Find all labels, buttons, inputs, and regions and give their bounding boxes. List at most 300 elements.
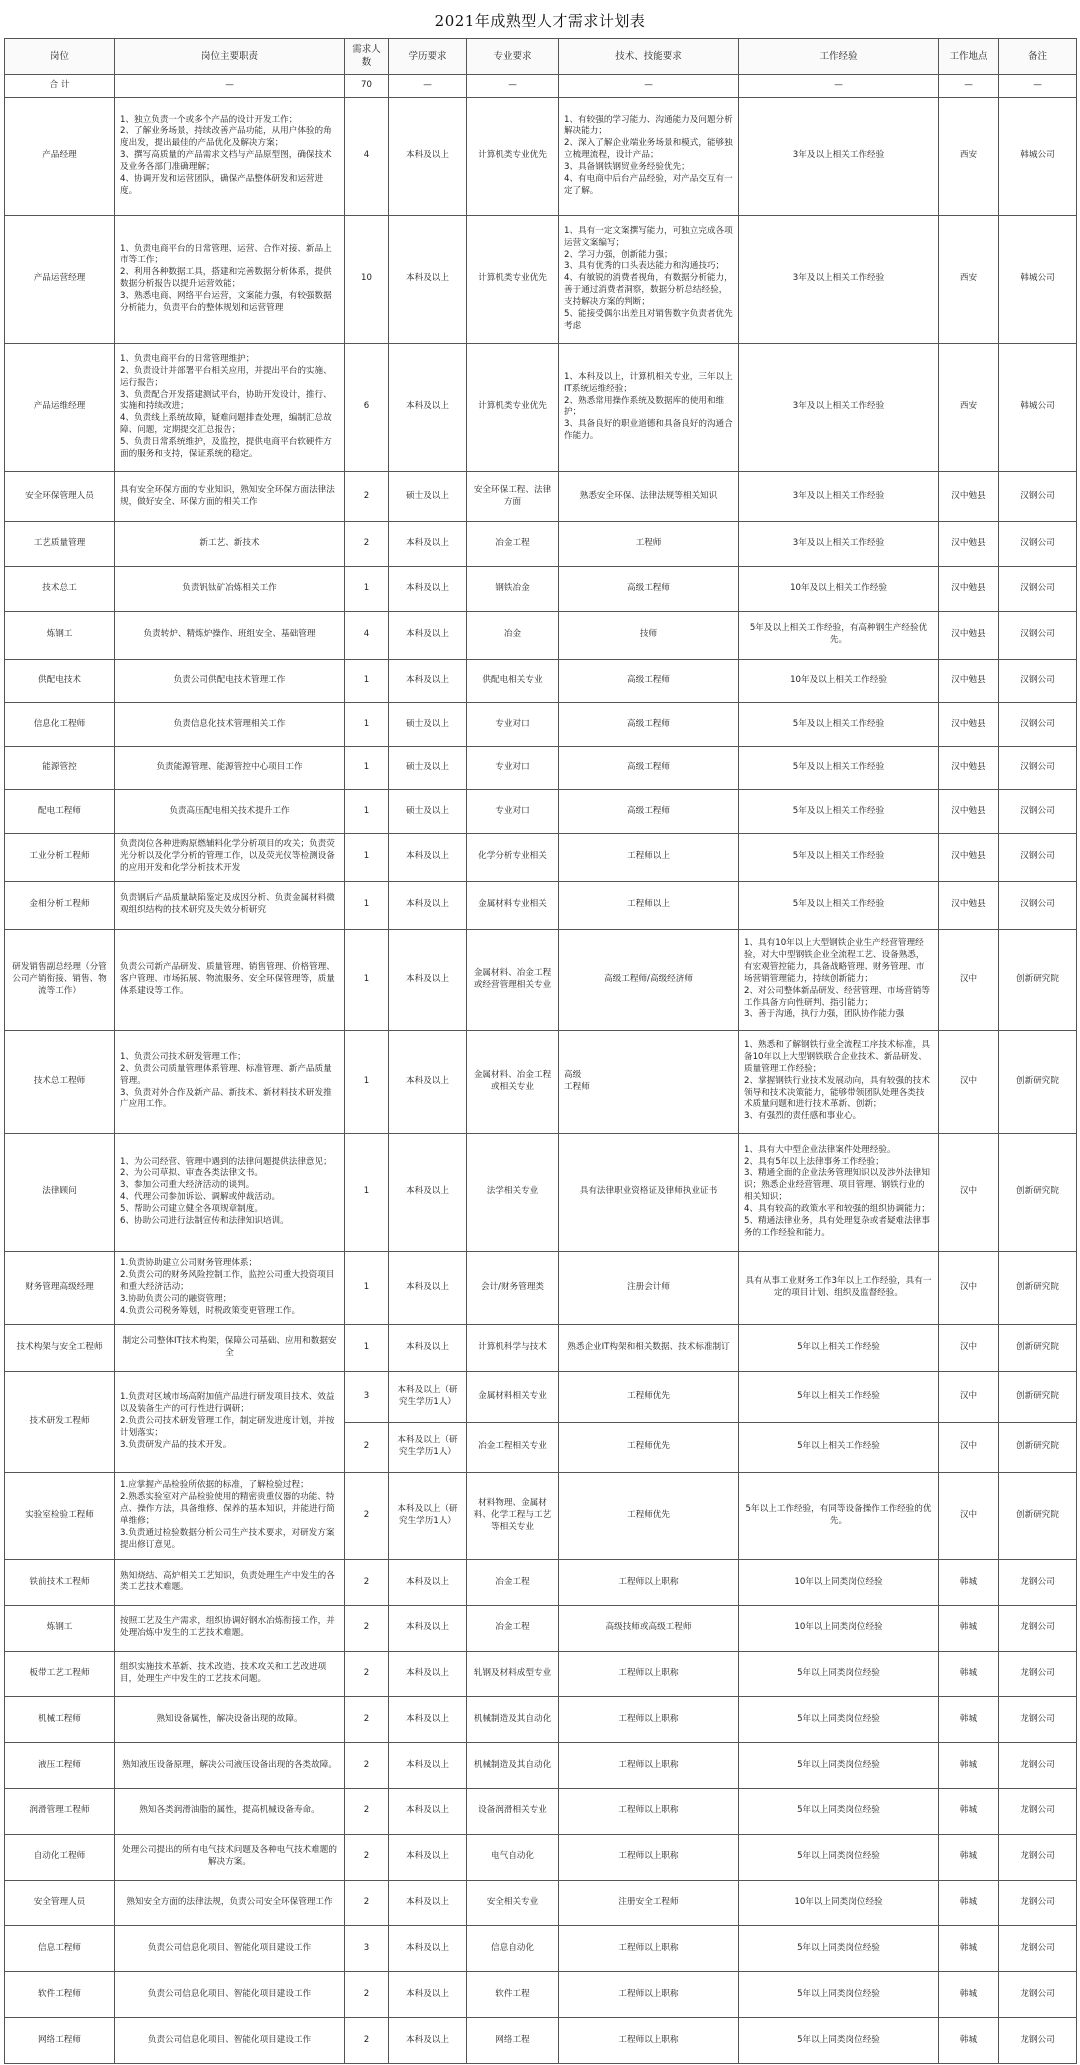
- cell-loc: 汉中勉县: [939, 567, 999, 612]
- cell-exp: 5年及以上相关工作经验，有高种钢生产经验优先。: [739, 611, 939, 659]
- table-row: [5, 1651, 1077, 1697]
- cell-skill: 高级工程师/高级经济师: [559, 929, 739, 1030]
- cell-major: 计算机类专业优先: [467, 97, 559, 215]
- cell-major: 化学分析专业相关: [467, 833, 559, 881]
- cell-exp: 10年及以上相关工作经验: [739, 659, 939, 703]
- cell-edu: 本科及以上: [389, 1743, 467, 1789]
- cell-note: 汉钢公司: [999, 471, 1077, 521]
- cell-loc: 汉中勉县: [939, 746, 999, 790]
- cell-count: 2: [345, 1605, 389, 1651]
- cell-exp: 5年及以上相关工作经验: [739, 790, 939, 834]
- table-row: [5, 833, 1077, 881]
- table-row: [5, 1880, 1077, 1926]
- cell-exp: 1、具有10年以上大型钢铁企业生产经营管理经验，对大中型钢铁企业全流程工艺、设备熟悉，有宏观管控能力，具备战略管理、财务管理、市场营销管理能力，持续创新能力； 2、对公司整体新品研发、经营管理、市场营销等工作具备方向性研判、指引能力； 3、善于沟通，执行力强，团队协作能力强: [739, 929, 939, 1030]
- cell-edu: 本科及以上: [389, 1325, 467, 1372]
- cell-loc: 西安: [939, 343, 999, 471]
- cell-edu: 本科及以上: [389, 1834, 467, 1880]
- cell-count: 2: [345, 522, 389, 567]
- cell-position: 板带工艺工程师: [5, 1651, 115, 1697]
- cell-major: 专业对口: [467, 790, 559, 834]
- cell-loc: 汉中: [939, 1472, 999, 1559]
- table-row: [5, 1251, 1077, 1325]
- table-row: [5, 1697, 1077, 1743]
- table-row: [5, 1472, 1077, 1559]
- column-header: 学历要求: [389, 39, 467, 75]
- cell-exp: 3年及以上相关工作经验: [739, 522, 939, 567]
- cell-count: 1: [345, 833, 389, 881]
- cell-position: 技术总工程师: [5, 1030, 115, 1133]
- table-row: [5, 1972, 1077, 2018]
- cell-note: 龙钢公司: [999, 1788, 1077, 1834]
- table-row: [5, 703, 1077, 747]
- cell-position: 安全管理人员: [5, 1880, 115, 1926]
- cell-count: 1: [345, 1325, 389, 1372]
- cell-major: 设备润滑相关专业: [467, 1788, 559, 1834]
- cell-duty: 1、负责公司技术研发管理工作； 2、负责公司质量管理体系管理、标准管理、新产品质量管理。 3、负责对外合作及新产品、新技术、新材料技术研发推广应用工作。: [115, 1030, 345, 1133]
- cell-duty: 制定公司整体IT技术构架，保障公司基础、应用和数据安全: [115, 1325, 345, 1372]
- cell-position: 液压工程师: [5, 1743, 115, 1789]
- cell-position: 金相分析工程师: [5, 881, 115, 929]
- cell-count: 3: [345, 1926, 389, 1972]
- page-title: 2021年成熟型人才需求计划表: [434, 12, 646, 30]
- cell-position: 网络工程师: [5, 2017, 115, 2063]
- cell-duty: 处理公司提出的所有电气技术问题及各种电气技术难题的解决方案。: [115, 1834, 345, 1880]
- total-dash: —: [999, 74, 1077, 97]
- cell-skill: 1、本科及以上，计算机相关专业，三年以上IT系统运维经验； 2、熟悉常用操作系统及数据库的使用和维护； 3、具备良好的职业道德和具备良好的沟通合作能力。: [559, 343, 739, 471]
- cell-edu: 本科及以上: [389, 1880, 467, 1926]
- cell-position: 信息工程师: [5, 1926, 115, 1972]
- total-row: [5, 74, 1077, 97]
- cell-duty: 新工艺、新技术: [115, 522, 345, 567]
- cell-count: 2: [345, 1743, 389, 1789]
- cell-position: 机械工程师: [5, 1697, 115, 1743]
- cell-note: 汉钢公司: [999, 611, 1077, 659]
- cell-count: 1: [345, 881, 389, 929]
- cell-note: 汉钢公司: [999, 790, 1077, 834]
- cell-exp: 5年以上相关工作经验: [739, 1372, 939, 1422]
- cell-edu: 本科及以上: [389, 2017, 467, 2063]
- cell-position: 工艺质量管理: [5, 522, 115, 567]
- cell-count: 1: [345, 659, 389, 703]
- cell-duty: 组织实施技术革新、技术改造、技术攻关和工艺改进项目，处理生产中发生的工艺技术问题。: [115, 1651, 345, 1697]
- cell-count: 10: [345, 215, 389, 343]
- cell-exp: 10年以上同类岗位经验: [739, 1560, 939, 1606]
- cell-skill: 熟悉企业IT构架和相关数据、技术标准制订: [559, 1325, 739, 1372]
- cell-major: 金属材料专业相关: [467, 881, 559, 929]
- cell-note: 汉钢公司: [999, 833, 1077, 881]
- cell-exp: 5年以上相关工作经验: [739, 1422, 939, 1472]
- column-header: 需求人数: [345, 39, 389, 75]
- cell-skill: 1、有较强的学习能力、沟通能力及问题分析解决能力； 2、深入了解企业端业务场景和模式，能够独立梳理流程，设计产品； 3、具备钢铁钢贸业务经验优先； 4、有电商中后台产品经验，对产品交互有一定了解。: [559, 97, 739, 215]
- cell-edu: 本科及以上: [389, 611, 467, 659]
- total-dash: —: [939, 74, 999, 97]
- cell-note: 韩城公司: [999, 97, 1077, 215]
- cell-note: 龙钢公司: [999, 1743, 1077, 1789]
- cell-position: 财务管理高级经理: [5, 1251, 115, 1325]
- cell-count: 2: [345, 1834, 389, 1880]
- table-row: [5, 1325, 1077, 1372]
- cell-skill: 工程师以上职称: [559, 1972, 739, 2018]
- table-row: [5, 1560, 1077, 1606]
- cell-loc: 汉中: [939, 1251, 999, 1325]
- cell-loc: 韩城: [939, 1972, 999, 2018]
- cell-loc: 韩城: [939, 1788, 999, 1834]
- cell-count: 2: [345, 471, 389, 521]
- cell-major: 机械制造及其自动化: [467, 1743, 559, 1789]
- cell-major: 电气自动化: [467, 1834, 559, 1880]
- cell-exp: 5年及以上相关工作经验: [739, 833, 939, 881]
- cell-note: 韩城公司: [999, 215, 1077, 343]
- cell-duty: 1、独立负责一个或多个产品的设计开发工作； 2、了解业务场景，持续改善产品功能，从用户体验的角度出发，提出最佳的产品优化及解决方案； 3、撰写高质量的产品需求文档与产品原型图，确保技术及业务各部门准确理解； 4、协调开发和运营团队，确保产品整体研发和运营进度。: [115, 97, 345, 215]
- header-row: [5, 39, 1077, 75]
- cell-position: 技术总工: [5, 567, 115, 612]
- cell-note: 创新研究院: [999, 1422, 1077, 1472]
- cell-edu: 本科及以上: [389, 522, 467, 567]
- cell-edu: 硕士及以上: [389, 790, 467, 834]
- table-row: [5, 2017, 1077, 2063]
- cell-skill: 工程师以上职称: [559, 1788, 739, 1834]
- cell-major: 供配电相关专业: [467, 659, 559, 703]
- cell-exp: 3年及以上相关工作经验: [739, 343, 939, 471]
- cell-major: 金属材料相关专业: [467, 1372, 559, 1422]
- cell-duty: 负责钒钛矿冶炼相关工作: [115, 567, 345, 612]
- cell-major: 软件工程: [467, 1972, 559, 2018]
- cell-skill: 注册安全工程师: [559, 1880, 739, 1926]
- cell-loc: 韩城: [939, 1926, 999, 1972]
- cell-major: 专业对口: [467, 746, 559, 790]
- table-row: [5, 1030, 1077, 1133]
- cell-skill: 具有法律职业资格证及律师执业证书: [559, 1133, 739, 1251]
- cell-edu: 本科及以上: [389, 833, 467, 881]
- cell-edu: 本科及以上: [389, 659, 467, 703]
- cell-duty: 负责岗位各种进购原燃辅料化学分析项目的攻关；负责荧光分析以及化学分析的管理工作，以及荧光仪等检测设备的应用开发和化学分析技术开发: [115, 833, 345, 881]
- cell-loc: 韩城: [939, 1697, 999, 1743]
- cell-skill: 高级技师或高级工程师: [559, 1605, 739, 1651]
- total-dash: —: [115, 74, 345, 97]
- cell-major: 机械制造及其自动化: [467, 1697, 559, 1743]
- table-row: [5, 659, 1077, 703]
- table-row: [5, 1133, 1077, 1251]
- table-row: [5, 97, 1077, 215]
- cell-duty: 具有安全环保方面的专业知识，熟知安全环保方面法律法规，做好安全、环保方面的相关工作: [115, 471, 345, 521]
- cell-edu: 本科及以上: [389, 1651, 467, 1697]
- cell-count: 2: [345, 1788, 389, 1834]
- cell-loc: 韩城: [939, 1880, 999, 1926]
- cell-edu: 硕士及以上: [389, 471, 467, 521]
- cell-major: 钢铁冶金: [467, 567, 559, 612]
- cell-note: 汉钢公司: [999, 881, 1077, 929]
- cell-count: 1: [345, 1030, 389, 1133]
- cell-skill: 工程师以上职称: [559, 1743, 739, 1789]
- cell-note: 创新研究院: [999, 1133, 1077, 1251]
- cell-duty: 1、为公司经营、管理中遇到的法律问题提供法律意见； 2、为公司草拟、审查各类法律文书。 3、参加公司重大经济活动的谈判。 4、代理公司参加诉讼、调解或仲裁活动。 5、帮助公司建立健全各项规章制度。 6、协助公司进行法制宣传和法律知识培训。: [115, 1133, 345, 1251]
- cell-note: 汉钢公司: [999, 659, 1077, 703]
- total-dash: —: [389, 74, 467, 97]
- cell-major: 信息自动化: [467, 1926, 559, 1972]
- cell-count: 2: [345, 1472, 389, 1559]
- table-row: [5, 881, 1077, 929]
- cell-exp: 5年以上工作经验，有同等设备操作工作经验的优先。: [739, 1472, 939, 1559]
- cell-loc: 汉中: [939, 1325, 999, 1372]
- cell-major: 冶金工程: [467, 522, 559, 567]
- cell-exp: 5年以上同类岗位经验: [739, 1926, 939, 1972]
- cell-count: 2: [345, 1422, 389, 1472]
- cell-position: 安全环保管理人员: [5, 471, 115, 521]
- cell-loc: 汉中: [939, 1422, 999, 1472]
- cell-major: 安全环保工程、法律方面: [467, 471, 559, 521]
- cell-note: 汉钢公司: [999, 746, 1077, 790]
- cell-position: 配电工程师: [5, 790, 115, 834]
- cell-count: 1: [345, 567, 389, 612]
- cell-position: 炼钢工: [5, 1605, 115, 1651]
- cell-duty: 负责能源管理、能源管控中心项目工作: [115, 746, 345, 790]
- cell-count: 1: [345, 1251, 389, 1325]
- cell-duty: 负责公司信息化项目、智能化项目建设工作: [115, 1926, 345, 1972]
- cell-skill: 熟悉安全环保、法律法规等相关知识: [559, 471, 739, 521]
- cell-major: 安全相关专业: [467, 1880, 559, 1926]
- cell-position: 产品运营经理: [5, 215, 115, 343]
- cell-duty: 1.应掌握产品检验所依据的标准，了解检验过程； 2.熟悉实验室对产品检验使用的精密贵重仪器的功能、特点、操作方法，具备维修、保养的基本知识，并能进行简单维修； 3.负责通过检验数据分析公司生产技术要求，对研发方案提出修订意见。: [115, 1472, 345, 1559]
- cell-edu: 本科及以上（研究生学历1人）: [389, 1422, 467, 1472]
- cell-edu: 本科及以上: [389, 97, 467, 215]
- cell-skill: 工程师以上职称: [559, 1560, 739, 1606]
- table-row: [5, 929, 1077, 1030]
- cell-position: 研发销售副总经理（分管公司产销衔接、销售、物流等工作）: [5, 929, 115, 1030]
- cell-note: 韩城公司: [999, 343, 1077, 471]
- cell-note: 汉钢公司: [999, 567, 1077, 612]
- cell-count: 2: [345, 1880, 389, 1926]
- cell-skill: 工程师以上职称: [559, 1834, 739, 1880]
- cell-note: 龙钢公司: [999, 1834, 1077, 1880]
- cell-loc: 汉中勉县: [939, 790, 999, 834]
- cell-major: 冶金工程相关专业: [467, 1422, 559, 1472]
- cell-skill: 工程师优先: [559, 1422, 739, 1472]
- cell-note: 汉钢公司: [999, 522, 1077, 567]
- cell-edu: 本科及以上: [389, 1133, 467, 1251]
- cell-edu: 本科及以上: [389, 1605, 467, 1651]
- cell-position: 法律顾问: [5, 1133, 115, 1251]
- cell-loc: 汉中: [939, 929, 999, 1030]
- cell-note: 创新研究院: [999, 929, 1077, 1030]
- cell-edu: 本科及以上: [389, 1560, 467, 1606]
- cell-count: 1: [345, 1133, 389, 1251]
- cell-count: 4: [345, 611, 389, 659]
- cell-position: 技术研发工程师: [5, 1372, 115, 1473]
- cell-exp: 5年以上同类岗位经验: [739, 1834, 939, 1880]
- cell-exp: 10年及以上相关工作经验: [739, 567, 939, 612]
- cell-skill: 工程师以上职称: [559, 1651, 739, 1697]
- cell-exp: 5年以上同类岗位经验: [739, 1788, 939, 1834]
- cell-exp: 3年及以上相关工作经验: [739, 97, 939, 215]
- cell-loc: 汉中: [939, 1372, 999, 1422]
- cell-major: 计算机科学与技术: [467, 1325, 559, 1372]
- cell-exp: 3年及以上相关工作经验: [739, 471, 939, 521]
- cell-duty: 1.负责协助建立公司财务管理体系； 2.负责公司的财务风险控制工作，监控公司重大投资项目和重大经济活动； 3.协助负责公司的融资管理； 4.负责公司税务筹划，时税政策变更管理工作。: [115, 1251, 345, 1325]
- column-header: 技术、技能要求: [559, 39, 739, 75]
- cell-edu: 本科及以上: [389, 1788, 467, 1834]
- cell-note: 龙钢公司: [999, 1972, 1077, 2018]
- cell-major: 网络工程: [467, 2017, 559, 2063]
- table-row: [5, 1834, 1077, 1880]
- cell-major: 专业对口: [467, 703, 559, 747]
- cell-exp: 5年以上同类岗位经验: [739, 1743, 939, 1789]
- talent-demand-table: [4, 38, 1077, 2064]
- cell-major: 计算机类专业优先: [467, 343, 559, 471]
- table-row: [5, 343, 1077, 471]
- cell-exp: 10年以上同类岗位经验: [739, 1880, 939, 1926]
- cell-edu: 本科及以上: [389, 1697, 467, 1743]
- cell-skill: 1、具有一定文案撰写能力，可独立完成各项运营文案编写； 2、学习力强，创新能力强； 3、具有优秀的口头表达能力和沟通技巧； 4、有敏锐的消费者视角，有数据分析能力，善于通过消费者洞察，数据分析总结经验，支持解决方案的判断； 5、能接受偶尔出差且对销售数字负责者优先考虑: [559, 215, 739, 343]
- cell-loc: 汉中: [939, 1030, 999, 1133]
- cell-edu: 本科及以上: [389, 1030, 467, 1133]
- cell-skill: 高级工程师: [559, 659, 739, 703]
- cell-duty: 负责转炉、精炼炉操作、班组安全、基础管理: [115, 611, 345, 659]
- cell-duty: 负责钢后产品质量缺陷鉴定及成因分析、负责金属材料微观组织结构的技术研究及失效分析研究: [115, 881, 345, 929]
- cell-duty: 负责公司供配电技术管理工作: [115, 659, 345, 703]
- column-header: 岗位主要职责: [115, 39, 345, 75]
- cell-skill: 高级工程师: [559, 790, 739, 834]
- cell-skill: 高级工程师: [559, 703, 739, 747]
- cell-edu: 本科及以上: [389, 215, 467, 343]
- cell-position: 产品运维经理: [5, 343, 115, 471]
- cell-skill: 工程师以上: [559, 833, 739, 881]
- cell-major: 会计/财务管理类: [467, 1251, 559, 1325]
- cell-duty: 熟知烧结、高炉相关工艺知识，负责处理生产中发生的各类工艺技术难题。: [115, 1560, 345, 1606]
- table-row: [5, 611, 1077, 659]
- cell-exp: 5年以上同类岗位经验: [739, 1972, 939, 2018]
- cell-major: 材料物理、金属材料、化学工程与工艺等相关专业: [467, 1472, 559, 1559]
- cell-exp: 1、熟悉和了解钢铁行业全流程工序技术标准，具备10年以上大型钢铁联合企业技术、新品研发、质量管理工作经验； 2、掌握钢铁行业技术发展动向，具有较强的技术领导和技术决策能力，能够带领团队处理各类技术质量问题和进行技术革新、创新； 3、有强烈的责任感和事业心。: [739, 1030, 939, 1133]
- cell-major: 计算机类专业优先: [467, 215, 559, 343]
- cell-note: 创新研究院: [999, 1325, 1077, 1372]
- cell-edu: 本科及以上: [389, 881, 467, 929]
- cell-loc: 汉中勉县: [939, 833, 999, 881]
- cell-position: 铁前技术工程师: [5, 1560, 115, 1606]
- cell-exp: 5年及以上相关工作经验: [739, 746, 939, 790]
- total-dash: —: [739, 74, 939, 97]
- table-row: [5, 522, 1077, 567]
- cell-loc: 汉中勉县: [939, 522, 999, 567]
- cell-loc: 汉中勉县: [939, 659, 999, 703]
- cell-major: 冶金工程: [467, 1605, 559, 1651]
- column-header: 工作经验: [739, 39, 939, 75]
- column-header: 备注: [999, 39, 1077, 75]
- cell-edu: 本科及以上（研究生学历1人）: [389, 1372, 467, 1422]
- cell-skill: 工程师优先: [559, 1372, 739, 1422]
- cell-edu: 本科及以上: [389, 929, 467, 1030]
- cell-count: 3: [345, 1372, 389, 1422]
- cell-duty: 1.负责对区域市场高附加值产品进行研发项目技术、效益以及装备生产的可行性进行调研； 2.负责公司技术研发管理工作，制定研发进度计划，并按计划落实； 3.负责研发产品的技术开发。: [115, 1372, 345, 1473]
- cell-duty: 负责信息化技术管理相关工作: [115, 703, 345, 747]
- cell-position: 工业分析工程师: [5, 833, 115, 881]
- cell-exp: 具有从事工业财务工作3年以上工作经验，具有一定的项目计划、组织及监督经验。: [739, 1251, 939, 1325]
- cell-position: 信息化工程师: [5, 703, 115, 747]
- cell-loc: 韩城: [939, 2017, 999, 2063]
- column-header: 岗位: [5, 39, 115, 75]
- cell-note: 龙钢公司: [999, 1880, 1077, 1926]
- table-row: [5, 1372, 1077, 1422]
- cell-position: 能源管控: [5, 746, 115, 790]
- cell-note: 汉钢公司: [999, 703, 1077, 747]
- total-dash: —: [467, 74, 559, 97]
- cell-major: 冶金工程: [467, 1560, 559, 1606]
- cell-count: 1: [345, 790, 389, 834]
- cell-count: 2: [345, 1972, 389, 2018]
- cell-major: 轧钢及材料成型专业: [467, 1651, 559, 1697]
- column-header: 专业要求: [467, 39, 559, 75]
- cell-loc: 韩城: [939, 1605, 999, 1651]
- cell-major: 金属材料、冶金工程或经营管理相关专业: [467, 929, 559, 1030]
- cell-note: 龙钢公司: [999, 1605, 1077, 1651]
- cell-note: 创新研究院: [999, 1251, 1077, 1325]
- table-row: [5, 215, 1077, 343]
- cell-duty: 负责公司新产品研发、质量管理、销售管理、价格管理、客户管理、市场拓展、物流服务、安全环保管理等，质量体系建设等工作。: [115, 929, 345, 1030]
- cell-count: 4: [345, 97, 389, 215]
- cell-duty: 负责公司信息化项目、智能化项目建设工作: [115, 1972, 345, 2018]
- cell-note: 龙钢公司: [999, 1926, 1077, 1972]
- table-row: [5, 471, 1077, 521]
- cell-position: 技术构架与安全工程师: [5, 1325, 115, 1372]
- cell-edu: 本科及以上: [389, 1926, 467, 1972]
- cell-loc: 韩城: [939, 1834, 999, 1880]
- cell-note: 创新研究院: [999, 1472, 1077, 1559]
- cell-exp: 5年以上同类岗位经验: [739, 2017, 939, 2063]
- cell-duty: 1、负责电商平台的日常管理维护； 2、负责设计并部署平台相关应用，并提出平台的实施、运行报告； 3、负责配合开发搭建测试平台，协助开发设计，推行、实施和持续改进； 4、负责线上系统故障，疑难问题排查处理，编制汇总故障、问题，定期提交汇总报告； 5、负责日常系统维护，及监控，提供电商平台软硬件方面的服务和支持，保证系统的稳定。: [115, 343, 345, 471]
- cell-skill: 工程师以上职称: [559, 1697, 739, 1743]
- cell-position: 自动化工程师: [5, 1834, 115, 1880]
- cell-position: 实验室检验工程师: [5, 1472, 115, 1559]
- cell-loc: 西安: [939, 97, 999, 215]
- cell-position: 润滑管理工程师: [5, 1788, 115, 1834]
- table-row: [5, 1605, 1077, 1651]
- cell-loc: 汉中勉县: [939, 881, 999, 929]
- cell-exp: 5年及以上相关工作经验: [739, 881, 939, 929]
- cell-count: 2: [345, 1697, 389, 1743]
- cell-edu: 本科及以上: [389, 1251, 467, 1325]
- table-row: [5, 567, 1077, 612]
- cell-skill: 高级工程师: [559, 567, 739, 612]
- cell-count: 1: [345, 746, 389, 790]
- cell-exp: 3年及以上相关工作经验: [739, 215, 939, 343]
- cell-loc: 汉中: [939, 1133, 999, 1251]
- cell-skill: 高级工程师: [559, 746, 739, 790]
- table-row: [5, 1743, 1077, 1789]
- table-row: [5, 746, 1077, 790]
- cell-loc: 西安: [939, 215, 999, 343]
- table-row: [5, 790, 1077, 834]
- cell-exp: 5年以上相关工作经验: [739, 1325, 939, 1372]
- cell-position: 软件工程师: [5, 1972, 115, 2018]
- cell-note: 龙钢公司: [999, 1697, 1077, 1743]
- cell-loc: 韩城: [939, 1651, 999, 1697]
- cell-skill: 工程师以上职称: [559, 1926, 739, 1972]
- cell-exp: 10年以上同类岗位经验: [739, 1605, 939, 1651]
- cell-position: 炼钢工: [5, 611, 115, 659]
- cell-loc: 韩城: [939, 1560, 999, 1606]
- cell-exp: 5年以上同类岗位经验: [739, 1697, 939, 1743]
- cell-count: 6: [345, 343, 389, 471]
- cell-edu: 硕士及以上: [389, 746, 467, 790]
- cell-note: 龙钢公司: [999, 2017, 1077, 2063]
- cell-duty: 负责公司信息化项目、智能化项目建设工作: [115, 2017, 345, 2063]
- cell-skill: 工程师以上: [559, 881, 739, 929]
- cell-skill: 工程师: [559, 522, 739, 567]
- cell-note: 龙钢公司: [999, 1651, 1077, 1697]
- total-dash: —: [559, 74, 739, 97]
- cell-duty: 熟知各类润滑油脂的属性，提高机械设备寿命。: [115, 1788, 345, 1834]
- cell-loc: 汉中勉县: [939, 703, 999, 747]
- cell-edu: 本科及以上: [389, 343, 467, 471]
